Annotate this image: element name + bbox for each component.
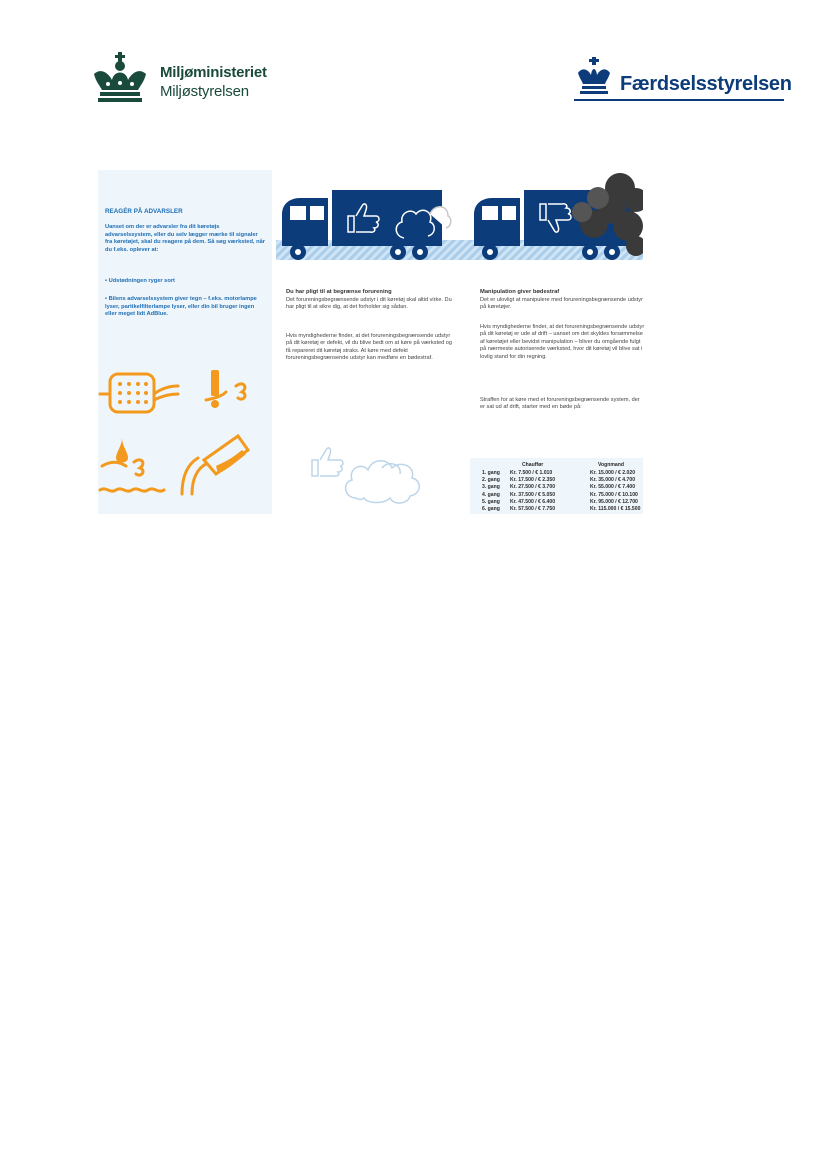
table-row xyxy=(480,505,642,512)
fine-operator: Kr. 35.000 / € 4.700 xyxy=(590,476,636,483)
fines-header-row xyxy=(480,461,642,469)
crown-icon xyxy=(90,52,150,104)
duty-paragraph-2: Hvis myndighederne finder, at det forureningsbegrænsende udstyr på dit køretøj er defekt, vil du blive bedt om at køre på værksted og få repareret dit køretøj straks. At køre med defekt forureningsbegrænsende udstyr kan medføre en bødestraf. xyxy=(286,333,453,362)
faerdselsstyrelsen-logo xyxy=(574,57,792,103)
manipulation-paragraph-1: Det er ulovligt at manipulere med forureningsbegrænsende udstyr på køretøjer. xyxy=(480,297,643,311)
oil-leak-icon xyxy=(100,460,164,491)
fine-offence: 6. gang xyxy=(482,506,500,513)
table-row xyxy=(480,491,642,498)
fine-driver: Kr. 57.500 / € 7.750 xyxy=(510,506,556,513)
warnings-heading: REAGÉR PÅ ADVARSLER xyxy=(105,208,183,215)
warning-icons xyxy=(98,366,272,506)
fine-driver: Kr. 27.500 / € 3.700 xyxy=(510,484,556,491)
agency-title: Færdselsstyrelsen xyxy=(620,73,792,95)
manipulation-heading: Manipulation giver bødestraf xyxy=(480,289,560,295)
fine-offence: 3. gang xyxy=(482,484,500,491)
table-row xyxy=(480,476,642,483)
agency-underline xyxy=(574,99,784,101)
fine-offence: 5. gang xyxy=(482,498,500,505)
miljoministeriet-logo xyxy=(90,52,290,104)
warning-bullet-system: • Bilens advarselssystem giver tegn – f.eks. motorlampe lyser, partikelfilterlampe lyser, eller din bil bruger ingen eller meget lidt AdBlue. xyxy=(105,296,257,318)
warnings-intro: Uanset om der er advarsler fra dit køretøjs advarselssystem, eller du selv lægger mærke til signaler fra køretøjet, skal du reagere på dem. Så søg værksted, når du f.eks. oplever at: xyxy=(105,224,265,253)
ministry-title: Miljøministeriet xyxy=(160,64,267,81)
fine-offence: 2. gang xyxy=(482,476,500,483)
warning-bullet-smoke: • Udstødningen ryger sort xyxy=(105,278,175,284)
trucks-illustration xyxy=(276,170,643,268)
duty-paragraph-1: Det forureningsbegrænsende udstyr i dit køretøj skal altid virke. Du har pligt til at sikre dig, at det forholder sig sådan. xyxy=(286,297,452,311)
manipulation-paragraph-2: Hvis myndighederne finder, at det forureningsbegrænsende udstyr på dit køretøj er ude af drift – uanset om det skyldes forsømmelse af køretøjet eller bevidst manipulation – bliver du omgående fulgt på nærmeste autoriserede værksted, hvor dit køretøj vil blive sat i lovlig stand for din regning. xyxy=(480,324,645,360)
fine-driver: Kr. 17.500 / € 2.350 xyxy=(510,476,556,483)
table-row xyxy=(480,484,642,491)
duty-heading: Du har pligt til at begrænse forurening xyxy=(286,289,392,295)
fine-offence: 4. gang xyxy=(482,491,500,498)
fines-table-box xyxy=(470,458,643,514)
fine-driver: Kr. 37.500 / € 5.050 xyxy=(510,491,556,498)
fines-header-offence xyxy=(480,461,508,469)
fines-header-driver: Chauffør xyxy=(522,461,544,468)
manipulation-paragraph-3: Straffen for at køre med et forureningsbegrænsende system, der er sat ud af drift, starter med en bøde på: xyxy=(480,397,640,411)
fines-table xyxy=(480,461,642,513)
thumbs-up-clean-smoke-icon xyxy=(306,436,430,506)
fines-header-operator: Vognmand xyxy=(598,461,624,468)
fine-operator: Kr. 95.000 / € 12.700 xyxy=(590,498,638,505)
warnings-panel xyxy=(98,170,272,514)
fine-driver: Kr. 7.500 / € 1.010 xyxy=(510,469,553,476)
fine-operator: Kr. 15.000 / € 2.020 xyxy=(590,469,636,476)
crown-icon xyxy=(574,57,614,97)
fine-driver: Kr. 47.500 / € 6.400 xyxy=(510,498,556,505)
fine-operator: Kr. 55.000 / € 7.400 xyxy=(590,484,636,491)
fine-operator: Kr. 115.000 / € 15.500 xyxy=(590,506,641,513)
fine-offence: 1. gang xyxy=(482,469,500,476)
table-row xyxy=(480,498,642,505)
table-row xyxy=(480,469,642,476)
fine-operator: Kr. 75.000 / € 10.100 xyxy=(590,491,638,498)
ministry-subtitle: Miljøstyrelsen xyxy=(160,83,249,100)
